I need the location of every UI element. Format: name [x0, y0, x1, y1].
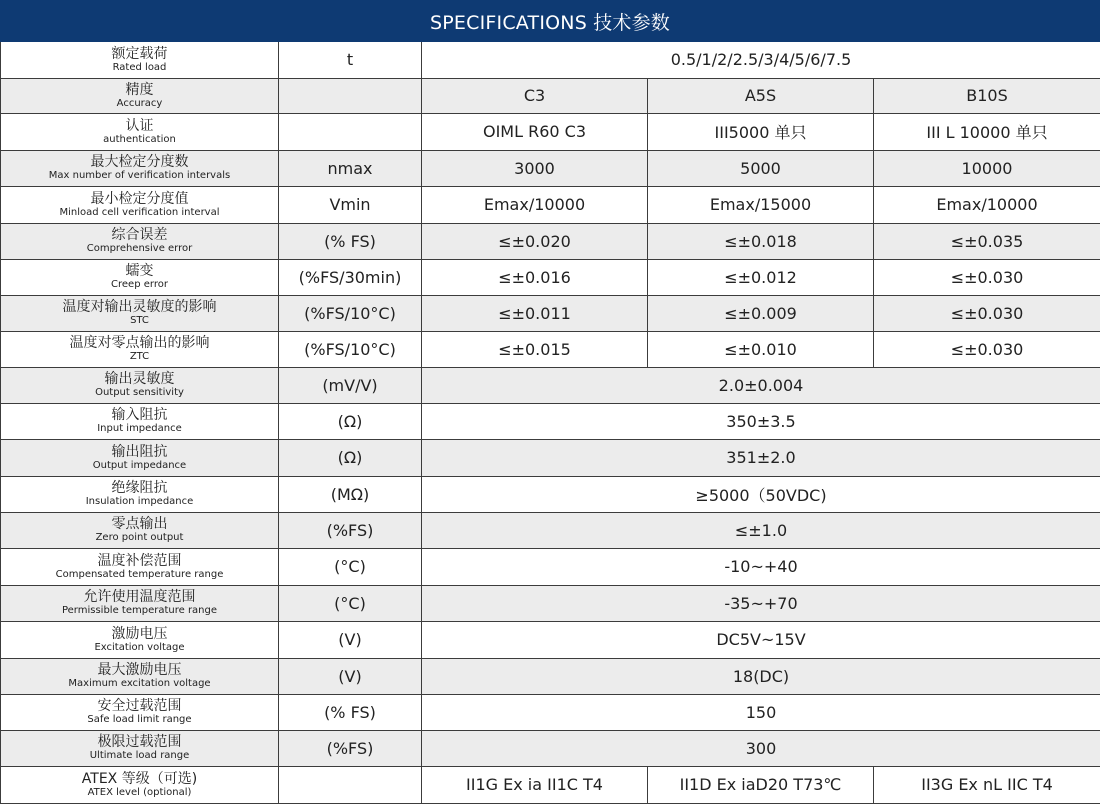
value-cell-grade-3: ≤±0.030 — [874, 295, 1100, 331]
parameter-name-cell — [1, 585, 279, 621]
table-row — [1, 186, 1100, 223]
parameter-name-en: ZTC — [1, 351, 278, 363]
parameter-name-cell — [1, 150, 279, 186]
table-row — [1, 621, 1100, 658]
parameter-name-en: Input impedance — [1, 423, 278, 435]
table-row — [1, 585, 1100, 621]
unit-cell: (Ω) — [279, 403, 422, 439]
parameter-name-cn: 精度 — [1, 82, 278, 98]
parameter-name-cn: 输出阻抗 — [1, 444, 278, 460]
parameter-name-en: authentication — [1, 134, 278, 146]
table-row — [1, 223, 1100, 259]
parameter-name-en: Creep error — [1, 279, 278, 291]
value-cell-grade-3: B10S — [874, 78, 1100, 113]
value-cell-grade-3: ≤±0.035 — [874, 223, 1100, 259]
value-cell-grade-2: ≤±0.012 — [648, 259, 874, 295]
table-row — [1, 78, 1100, 113]
parameter-name-cell — [1, 403, 279, 439]
value-cell-grade-1: C3 — [422, 78, 648, 113]
table-row — [1, 113, 1100, 150]
value-cell-grade-1: II1G Ex ia II1C T4 — [422, 766, 648, 803]
unit-cell: (°C) — [279, 585, 422, 621]
table-row — [1, 150, 1100, 186]
value-cell-grade-2: Emax/15000 — [648, 186, 874, 223]
parameter-name-cn: 额定载荷 — [1, 46, 278, 62]
parameter-name-en: Zero point output — [1, 532, 278, 544]
value-cell-grade-1: ≤±0.015 — [422, 331, 648, 367]
value-cell-grade-1: Emax/10000 — [422, 186, 648, 223]
value-cell-grade-1: ≤±0.020 — [422, 223, 648, 259]
value-cell-grade-3: ≤±0.030 — [874, 331, 1100, 367]
parameter-name-cn: 安全过载范围 — [1, 698, 278, 714]
value-cell-all-grades: 0.5/1/2/2.5/3/4/5/6/7.5 — [422, 42, 1100, 78]
unit-cell: (%FS) — [279, 512, 422, 548]
unit-cell: Vmin — [279, 186, 422, 223]
parameter-name-cn: 蠕变 — [1, 263, 278, 279]
parameter-name-cn: 最小检定分度值 — [1, 191, 278, 207]
table-row — [1, 694, 1100, 730]
parameter-name-cn: 温度补偿范围 — [1, 553, 278, 569]
parameter-name-en: Rated load — [1, 62, 278, 74]
value-cell-grade-3: II3G Ex nL IIC T4 — [874, 766, 1100, 803]
parameter-name-cn: 温度对零点输出的影响 — [1, 335, 278, 351]
value-cell-all-grades: ≤±1.0 — [422, 512, 1100, 548]
value-cell-grade-2: 5000 — [648, 150, 874, 186]
parameter-name-cn: ATEX 等级（可选) — [1, 771, 278, 787]
value-cell-all-grades: 350±3.5 — [422, 403, 1100, 439]
value-cell-all-grades: -10~+40 — [422, 548, 1100, 585]
parameter-name-cn: 最大激励电压 — [1, 662, 278, 678]
table-row — [1, 331, 1100, 367]
unit-cell: nmax — [279, 150, 422, 186]
value-cell-grade-2: A5S — [648, 78, 874, 113]
value-cell-all-grades: 351±2.0 — [422, 439, 1100, 476]
parameter-name-cell — [1, 658, 279, 694]
value-cell-grade-3: III L 10000 单只 — [874, 113, 1100, 150]
value-cell-grade-3: 10000 — [874, 150, 1100, 186]
parameter-name-en: Excitation voltage — [1, 642, 278, 654]
value-cell-grade-1: ≤±0.011 — [422, 295, 648, 331]
parameter-name-en: Output impedance — [1, 460, 278, 472]
value-cell-all-grades: 300 — [422, 730, 1100, 766]
parameter-name-cell — [1, 78, 279, 113]
parameter-name-en: Output sensitivity — [1, 387, 278, 399]
parameter-name-cell — [1, 766, 279, 803]
page-title: SPECIFICATIONS 技术参数 — [430, 8, 670, 35]
unit-cell: (% FS) — [279, 223, 422, 259]
parameter-name-en: STC — [1, 315, 278, 327]
parameter-name-en: Minload cell verification interval — [1, 207, 278, 219]
unit-cell — [279, 78, 422, 113]
unit-cell: (%FS/30min) — [279, 259, 422, 295]
value-cell-all-grades: DC5V~15V — [422, 621, 1100, 658]
parameter-name-en: Compensated temperature range — [1, 569, 278, 581]
unit-cell: (%FS/10°C) — [279, 331, 422, 367]
unit-cell: (V) — [279, 621, 422, 658]
parameter-name-cell — [1, 476, 279, 512]
parameter-name-cell — [1, 113, 279, 150]
parameter-name-en: ATEX level (optional) — [1, 787, 278, 799]
parameter-name-cn: 输入阻抗 — [1, 407, 278, 423]
value-cell-grade-3: ≤±0.030 — [874, 259, 1100, 295]
table-row — [1, 259, 1100, 295]
parameter-name-cell — [1, 367, 279, 403]
unit-cell — [279, 113, 422, 150]
table-row — [1, 766, 1100, 803]
table-row — [1, 658, 1100, 694]
parameter-name-en: Max number of verification intervals — [1, 170, 278, 182]
specifications-table — [0, 42, 1100, 804]
value-cell-grade-3: Emax/10000 — [874, 186, 1100, 223]
unit-cell: (%FS) — [279, 730, 422, 766]
parameter-name-cell — [1, 621, 279, 658]
value-cell-grade-1: 3000 — [422, 150, 648, 186]
parameter-name-cell — [1, 694, 279, 730]
parameter-name-en: Maximum excitation voltage — [1, 678, 278, 690]
table-row — [1, 730, 1100, 766]
parameter-name-en: Insulation impedance — [1, 496, 278, 508]
value-cell-all-grades: ≥5000（50VDC) — [422, 476, 1100, 512]
parameter-name-cn: 绝缘阻抗 — [1, 480, 278, 496]
value-cell-grade-2: ≤±0.010 — [648, 331, 874, 367]
parameter-name-cn: 认证 — [1, 118, 278, 134]
value-cell-all-grades: 150 — [422, 694, 1100, 730]
value-cell-all-grades: 18(DC) — [422, 658, 1100, 694]
table-row — [1, 403, 1100, 439]
unit-cell: (V) — [279, 658, 422, 694]
value-cell-grade-2: III5000 单只 — [648, 113, 874, 150]
table-row — [1, 512, 1100, 548]
parameter-name-cn: 激励电压 — [1, 626, 278, 642]
unit-cell: (mV/V) — [279, 367, 422, 403]
unit-cell: (Ω) — [279, 439, 422, 476]
table-row — [1, 42, 1100, 78]
value-cell-grade-2: II1D Ex iaD20 T73℃ — [648, 766, 874, 803]
parameter-name-en: Accuracy — [1, 98, 278, 110]
parameter-name-cell — [1, 295, 279, 331]
value-cell-grade-2: ≤±0.009 — [648, 295, 874, 331]
table-row — [1, 295, 1100, 331]
parameter-name-cell — [1, 223, 279, 259]
parameter-name-cell — [1, 331, 279, 367]
value-cell-all-grades: 2.0±0.004 — [422, 367, 1100, 403]
parameter-name-cn: 零点输出 — [1, 516, 278, 532]
unit-cell: (%FS/10°C) — [279, 295, 422, 331]
unit-cell — [279, 766, 422, 803]
table-row — [1, 439, 1100, 476]
table-row — [1, 548, 1100, 585]
value-cell-grade-1: ≤±0.016 — [422, 259, 648, 295]
unit-cell: t — [279, 42, 422, 78]
parameter-name-cn: 极限过载范围 — [1, 734, 278, 750]
parameter-name-cn: 允许使用温度范围 — [1, 589, 278, 605]
parameter-name-cell — [1, 439, 279, 476]
parameter-name-cn: 输出灵敏度 — [1, 371, 278, 387]
parameter-name-cell — [1, 730, 279, 766]
parameter-name-cn: 最大检定分度数 — [1, 154, 278, 170]
value-cell-all-grades: -35~+70 — [422, 585, 1100, 621]
parameter-name-cell — [1, 42, 279, 78]
parameter-name-cell — [1, 512, 279, 548]
unit-cell: (% FS) — [279, 694, 422, 730]
parameter-name-cell — [1, 259, 279, 295]
unit-cell: (°C) — [279, 548, 422, 585]
table-row — [1, 367, 1100, 403]
parameter-name-en: Ultimate load range — [1, 750, 278, 762]
parameter-name-cell — [1, 186, 279, 223]
table-row — [1, 476, 1100, 512]
parameter-name-en: Comprehensive error — [1, 243, 278, 255]
parameter-name-en: Safe load limit range — [1, 714, 278, 726]
parameter-name-cn: 综合误差 — [1, 227, 278, 243]
parameter-name-cn: 温度对输出灵敏度的影响 — [1, 299, 278, 315]
value-cell-grade-2: ≤±0.018 — [648, 223, 874, 259]
unit-cell: (MΩ) — [279, 476, 422, 512]
specifications-header — [0, 0, 1100, 42]
parameter-name-en: Permissible temperature range — [1, 605, 278, 617]
value-cell-grade-1: OIML R60 C3 — [422, 113, 648, 150]
parameter-name-cell — [1, 548, 279, 585]
